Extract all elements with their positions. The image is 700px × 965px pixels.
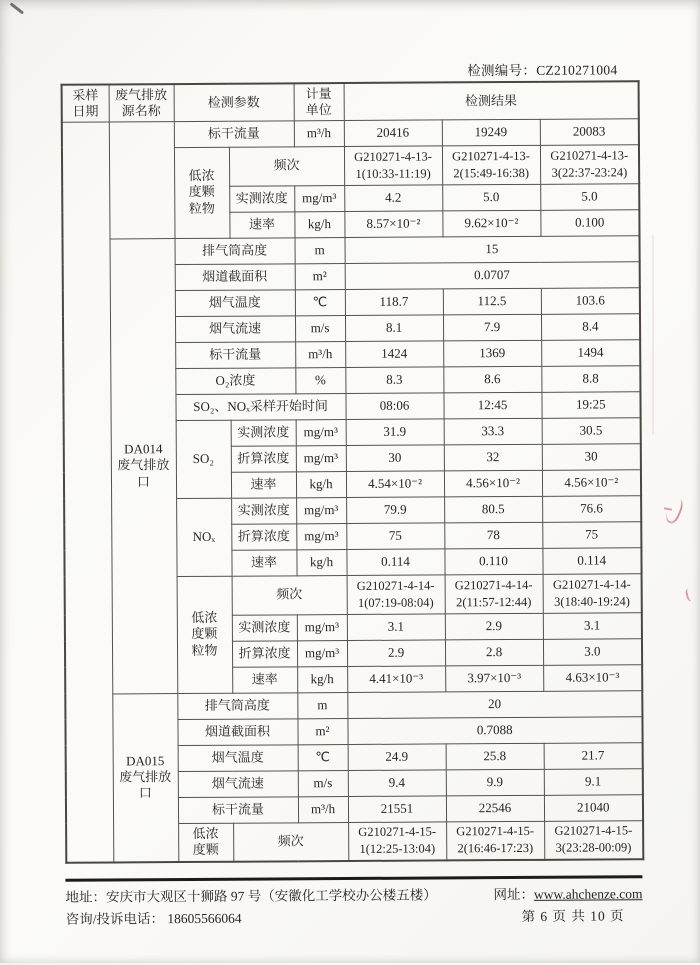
source-cell-da015: DA015 废气排放 口	[112, 693, 178, 862]
value-cell: 7.9	[443, 314, 541, 341]
sample-date-cell	[62, 121, 114, 862]
unit-cell: kg/h	[294, 211, 344, 237]
value-cell: 9.1	[544, 768, 643, 795]
value-cell: 1494	[541, 339, 640, 366]
param-cell: 标干流量	[178, 796, 298, 823]
unit-cell: m³/h	[298, 796, 348, 822]
param-cell: 频次	[232, 575, 347, 615]
value-cell: 76.6	[542, 495, 641, 522]
value-cell: 0.114	[542, 547, 641, 574]
footer-website	[493, 882, 642, 903]
unit-cell: %	[295, 367, 345, 393]
unit-cell: kg/h	[297, 666, 347, 692]
unit-cell: m³/h	[294, 120, 344, 146]
source-cell	[109, 121, 175, 238]
value-cell: 3.0	[543, 638, 642, 665]
param-cell: 频次	[229, 146, 344, 186]
report-number-label: 检测编号：	[467, 62, 537, 79]
value-cell: 2.9	[445, 613, 543, 640]
value-cell: 8.1	[345, 314, 443, 341]
unit-cell: kg/h	[296, 549, 346, 575]
table-row	[65, 690, 642, 720]
param-cell: SO₂、NOₓ采样开始时间	[175, 393, 345, 420]
value-cell: G210271-4-14- 1(07:19-08:04)	[347, 574, 445, 614]
table-row	[63, 235, 640, 265]
value-cell: 30	[346, 444, 444, 471]
value-cell: 4.41×10⁻³	[347, 665, 445, 692]
unit-cell: m²	[297, 718, 347, 744]
value-cell: 19249	[442, 119, 540, 146]
unit-cell: m	[297, 692, 347, 718]
param-cell: 实测浓度	[231, 497, 296, 523]
header-source-name: 废气排放 源名称	[109, 84, 174, 121]
unit-cell: mg/m³	[296, 445, 346, 471]
value-cell: 4.56×10⁻²	[542, 469, 641, 496]
table-row	[62, 118, 639, 148]
value-cell: 0.114	[346, 548, 444, 575]
param-cell: 频次	[233, 822, 348, 862]
param-cell: 烟气流速	[175, 315, 295, 342]
value-cell: 3.1	[347, 613, 445, 640]
value-cell: 2.9	[347, 639, 445, 666]
value-cell: 3.1	[543, 612, 642, 639]
param-cell: 实测浓度	[232, 614, 297, 640]
value-cell: 24.9	[348, 743, 446, 770]
value-cell: 1369	[443, 340, 541, 367]
value-cell: 9.62×10⁻²	[442, 210, 540, 237]
value-cell: 79.9	[346, 496, 444, 523]
value-cell: G210271-4-15- 3(23:28-00:09)	[544, 820, 643, 860]
unit-cell: mg/m³	[296, 497, 346, 523]
footer-website-url: www.ahchenze.com	[533, 886, 643, 902]
unit-cell: m	[295, 237, 345, 263]
unit-cell: mg/m³	[296, 523, 346, 549]
footer-line-2	[66, 904, 643, 928]
value-cell: 78	[444, 522, 542, 549]
value-cell: 112.5	[443, 288, 541, 315]
value-cell: 1424	[345, 340, 443, 367]
header-unit: 计量 单位	[294, 83, 344, 120]
value-cell: G210271-4-13- 2(15:49-16:38)	[442, 145, 540, 185]
param-cell: 排气筒高度	[177, 692, 297, 719]
unit-cell: kg/h	[296, 471, 346, 497]
footer-address: 地址：安庆市大观区十狮路 97 号（安徽化工学校办公楼五楼）	[65, 887, 437, 905]
header-result: 检测结果	[344, 81, 639, 120]
group-cell: 低浓 度颗	[178, 823, 233, 862]
report-number-value: CZ210271004	[536, 62, 618, 78]
value-cell: 0.100	[540, 209, 639, 236]
value-cell: 9.9	[446, 769, 544, 796]
value-cell: 4.2	[344, 184, 442, 211]
param-cell: 排气筒高度	[175, 237, 295, 264]
unit-cell: ℃	[295, 289, 345, 315]
footer-line-1	[65, 882, 642, 906]
value-cell: 20	[347, 690, 642, 718]
param-cell: 折算浓度	[232, 640, 297, 666]
value-cell: 9.4	[348, 769, 446, 796]
value-cell: 21.7	[544, 742, 643, 769]
page-number: 第 6 页 共 10 页	[521, 908, 625, 924]
value-cell: 5.0	[540, 183, 639, 210]
value-cell: 25.8	[446, 743, 544, 770]
source-cell-da014: DA014 废气排放 口	[110, 238, 178, 693]
value-cell: 32	[444, 444, 542, 471]
value-cell: G210271-4-13- 1(10:33-11:19)	[344, 145, 442, 185]
value-cell: 30	[542, 443, 641, 470]
value-cell: 08:06	[345, 392, 443, 419]
results-table	[61, 80, 645, 864]
value-cell: 8.57×10⁻²	[344, 210, 442, 237]
value-cell: G210271-4-15- 1(12:25-13:04)	[348, 821, 446, 861]
value-cell: 103.6	[541, 287, 640, 314]
param-cell: 速率	[229, 211, 294, 237]
value-cell: 15	[345, 235, 640, 263]
param-cell: 烟气温度	[178, 744, 298, 771]
value-cell: 5.0	[442, 184, 540, 211]
value-cell: 4.56×10⁻²	[444, 470, 542, 497]
value-cell: 21040	[544, 794, 643, 821]
value-cell: 8.8	[541, 365, 640, 392]
param-cell: 标干流量	[174, 120, 294, 147]
value-cell: 20416	[344, 119, 442, 146]
unit-cell: mg/m³	[297, 640, 347, 666]
unit-cell: mg/m³	[297, 614, 347, 640]
group-cell: 低浓 度颗 粒物	[174, 147, 230, 238]
footer-phone: 咨询/投诉电话： 18605566064	[65, 910, 242, 927]
value-cell: 19:25	[541, 391, 640, 418]
value-cell: 8.3	[345, 366, 443, 393]
value-cell: 3.97×10⁻³	[445, 665, 543, 692]
value-cell: G210271-4-15- 2(16:46-17:23)	[446, 821, 544, 861]
param-cell: 速率	[232, 666, 297, 692]
header-parameter: 检测参数	[174, 83, 294, 121]
value-cell: 0.0707	[345, 261, 640, 289]
param-cell: 速率	[231, 471, 296, 497]
value-cell: 80.5	[444, 496, 542, 523]
footer-website-label: 网址：	[493, 886, 534, 903]
value-cell: 118.7	[345, 288, 443, 315]
group-cell: 低浓 度颗 粒物	[177, 576, 233, 693]
value-cell: 21551	[348, 795, 446, 822]
value-cell: 4.63×10⁻³	[543, 664, 642, 691]
param-cell: 烟道截面积	[175, 263, 295, 290]
value-cell: G210271-4-13- 3(22:37-23:24)	[540, 144, 639, 184]
value-cell: 30.5	[542, 417, 641, 444]
header-sample-date: 采样 日期	[62, 84, 109, 121]
value-cell: 12:45	[443, 392, 541, 419]
unit-cell: m/s	[295, 315, 345, 341]
value-cell: 8.6	[443, 366, 541, 393]
report-number	[60, 58, 617, 81]
value-cell: 20083	[540, 118, 639, 145]
unit-cell: mg/m³	[296, 419, 346, 445]
param-cell: 折算浓度	[231, 523, 296, 549]
value-cell: 0.110	[444, 548, 542, 575]
value-cell: 31.9	[346, 418, 444, 445]
value-cell: 22546	[446, 795, 544, 822]
param-cell: 烟道截面积	[177, 718, 297, 745]
unit-cell: m³/h	[295, 341, 345, 367]
group-cell-nox: NOₓ	[176, 498, 231, 576]
footer-divider	[65, 875, 642, 882]
param-cell: 标干流量	[175, 341, 295, 368]
value-cell: 0.7088	[347, 716, 642, 744]
scan-pink-streak	[652, 235, 654, 435]
unit-cell: m/s	[298, 770, 348, 796]
value-cell: G210271-4-14- 2(11:57-12:44)	[445, 574, 543, 614]
value-cell: 4.54×10⁻²	[346, 470, 444, 497]
param-cell: O₂浓度	[175, 367, 295, 394]
param-cell: 速率	[231, 549, 296, 575]
value-cell: G210271-4-14- 3(18:40-19:24)	[543, 573, 642, 613]
value-cell: 75	[542, 521, 641, 548]
value-cell: 8.4	[541, 313, 640, 340]
value-cell: 33.3	[444, 418, 542, 445]
unit-cell: ℃	[298, 744, 348, 770]
unit-cell: mg/m³	[294, 185, 344, 211]
table-header-row	[62, 81, 639, 122]
param-cell: 烟气温度	[175, 289, 295, 316]
param-cell: 折算浓度	[231, 445, 296, 471]
unit-cell: m²	[295, 263, 345, 289]
group-cell-so2: SO₂	[176, 420, 231, 498]
value-cell: 2.8	[445, 639, 543, 666]
param-cell: 烟气流速	[178, 770, 298, 797]
value-cell: 75	[346, 522, 444, 549]
param-cell: 实测浓度	[231, 419, 296, 445]
param-cell: 实测浓度	[229, 185, 294, 211]
